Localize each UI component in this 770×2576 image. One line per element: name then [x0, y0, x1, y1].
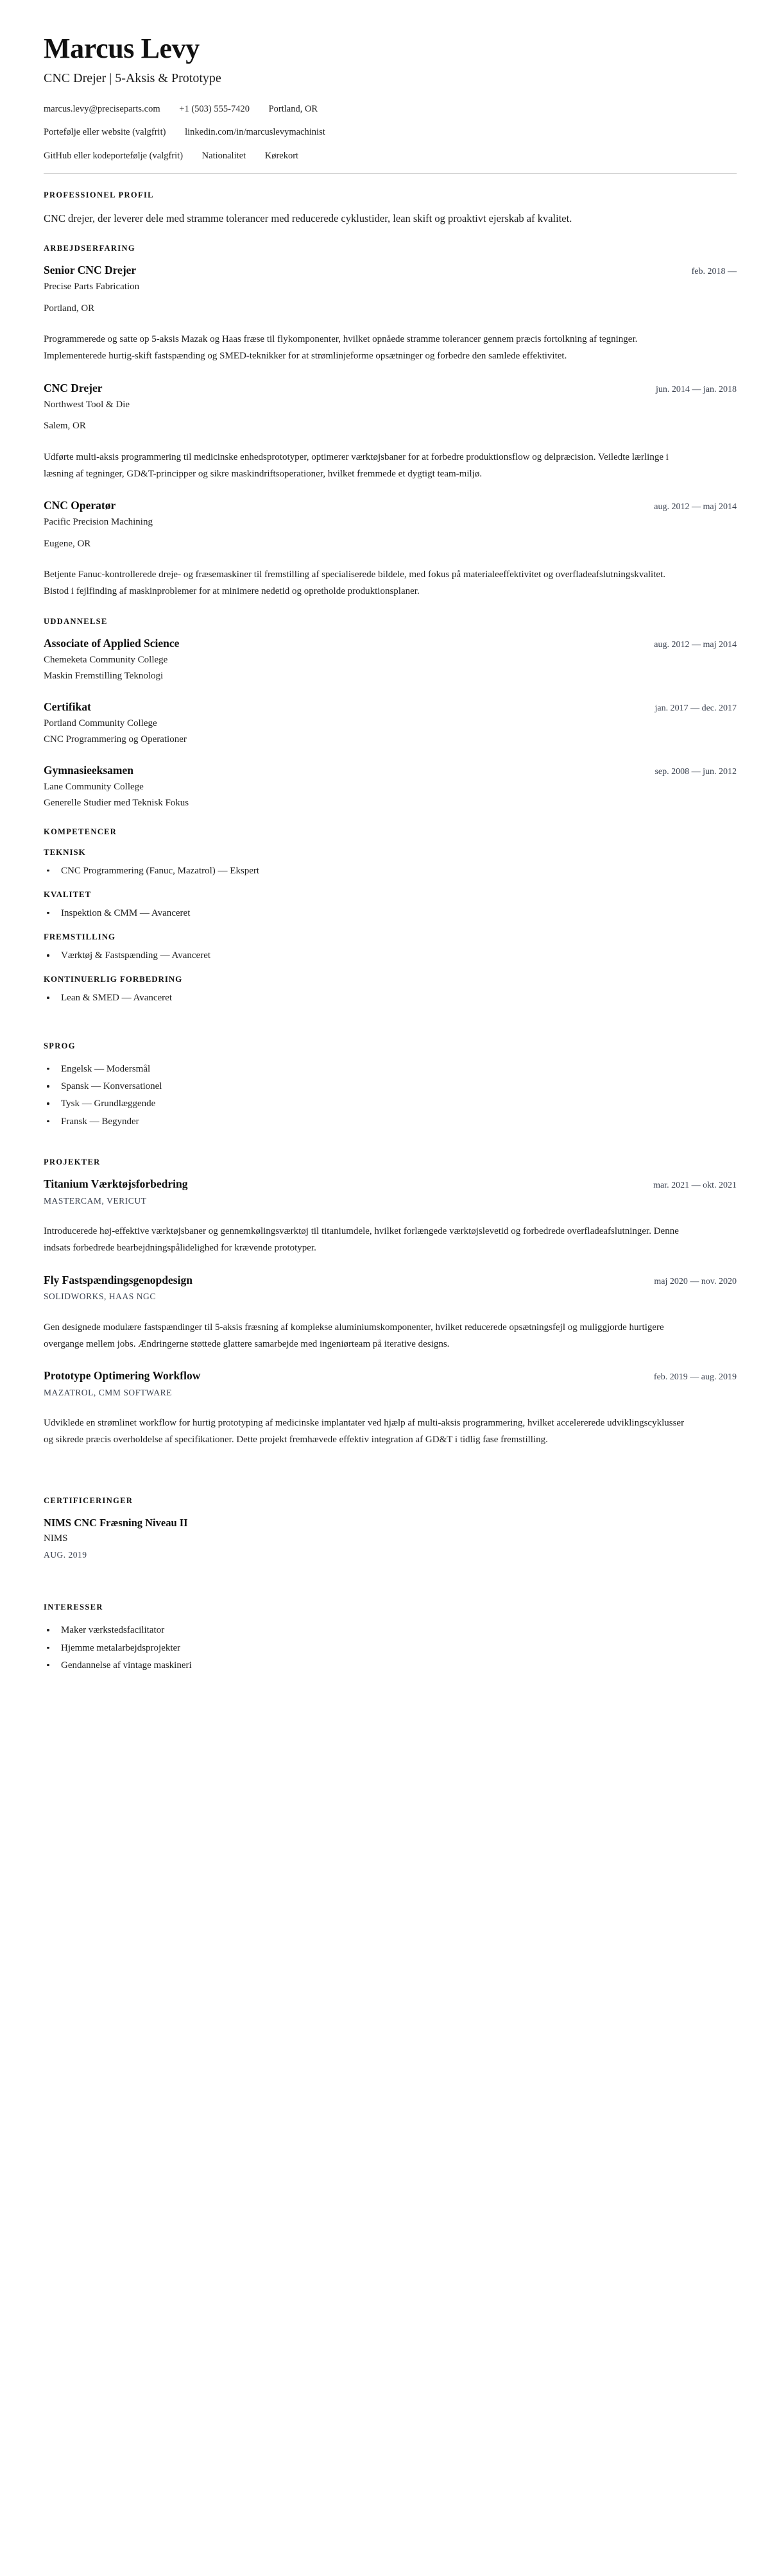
project-description: Introducerede høj-effektive værktøjsbaner og gennemkølingsværktøj til titaniumdele, hvilket forlængede værktøjslevetid og forbedrede overfladeafslutninger. Denne indsats forbedrede bearbejdningspålidelighed for krævende prototyper. — [44, 1226, 679, 1253]
interest-item: Gendannelse af vintage maskineri — [44, 1658, 737, 1673]
education-date-range: aug. 2012 — maj 2014 — [654, 639, 737, 650]
language-item: Spansk — Konversationel — [44, 1079, 737, 1094]
education-degree: Associate of Applied Science — [44, 636, 180, 650]
project-name: Titanium Værktøjsforbedring — [44, 1177, 188, 1190]
education-school: Lane Community College — [44, 781, 144, 792]
experience-entry-header — [44, 499, 737, 513]
experience-date-range: feb. 2018 — — [691, 267, 737, 277]
interest-item: Maker værkstedsfacilitator — [44, 1622, 737, 1638]
skill-item: Værktøj & Fastspænding — Avanceret — [44, 948, 737, 963]
section-title-interests: INTERESSER — [44, 1603, 103, 1612]
contact-nationality: Nationalitet — [201, 151, 246, 162]
education-degree: Gymnasieeksamen — [44, 763, 133, 777]
project-date-range: mar. 2021 — okt. 2021 — [653, 1180, 737, 1190]
project-name: Prototype Optimering Workflow — [44, 1369, 201, 1383]
experience-job-title: Senior CNC Drejer — [44, 264, 137, 277]
project-entry — [44, 1369, 737, 1449]
skill-list — [44, 948, 737, 963]
candidate-name: Marcus Levy — [44, 33, 200, 64]
language-item: Engelsk — Modersmål — [44, 1061, 737, 1077]
project-tech: MAZATROL, CMM SOFTWARE — [44, 1388, 172, 1398]
experience-entry-header — [44, 382, 737, 396]
skill-group-teknisk — [44, 847, 737, 879]
project-description: Gen designede modulære fastspændinger til 5-aksis fræsning af komplekse aluminiumskomponenter, hvilket reducerede opsætningsfejl og muliggjorde hurtigere overgange mellem jobs. Ændringerne støttede glattere samarbejde med ingeniørteam på iterative designs. — [44, 1322, 664, 1349]
section-education — [44, 617, 737, 811]
skill-group-title: FREMSTILLING — [44, 932, 116, 942]
skill-item: CNC Programmering (Fanuc, Mazatrol) — Ekspert — [44, 863, 737, 879]
project-tech: MASTERCAM, VERICUT — [44, 1195, 147, 1206]
skill-group-title: KVALITET — [44, 889, 92, 899]
contact-linkedin[interactable]: linkedin.com/in/marcuslevymachinist — [185, 127, 325, 138]
profile-summary-text: CNC drejer, der leverer dele med stramme tolerancer med reducerede cyklustider, lean skift og proaktivt ejerskab af kvalitet. — [44, 212, 572, 224]
certification-issuer: NIMS — [44, 1533, 68, 1544]
education-entry-header — [44, 764, 737, 778]
resume-content — [44, 33, 737, 1673]
experience-description: Programmerede og satte op 5-aksis Mazak og Haas fræse til flykomponenter, hvilket opnåede stramme tolerancer gennem præcis fortolkning af tegninger. Implementerede hurtig-skift fastspænding og SMED-teknikker for at strømlinjeforme opsætninger og forbedre den samlede effektivitet. — [44, 334, 638, 362]
skill-group-kvalitet — [44, 889, 737, 921]
project-entry — [44, 1274, 737, 1353]
education-school: Chemeketa Community College — [44, 654, 168, 665]
experience-company: Pacific Precision Machining — [44, 517, 153, 528]
experience-company: Precise Parts Fabrication — [44, 282, 140, 292]
section-title-profile: PROFESSIONEL PROFIL — [44, 190, 154, 199]
project-date-range: maj 2020 — nov. 2020 — [654, 1276, 737, 1286]
skill-list — [44, 863, 737, 879]
project-entry-header — [44, 1177, 737, 1191]
interest-list — [44, 1622, 737, 1673]
experience-date-range: jun. 2014 — jan. 2018 — [656, 384, 737, 394]
project-name: Fly Fastspændingsgenopdesign — [44, 1273, 193, 1286]
education-entry — [44, 637, 737, 684]
certification-name: NIMS CNC Fræsning Niveau II — [44, 1517, 188, 1529]
education-date-range: sep. 2008 — jun. 2012 — [654, 766, 737, 777]
project-description: Udviklede en strømlinet workflow for hurtig prototyping af medicinske implantater ved hjælp af multi-aksis programmering, hvilket accelererede udviklingscyklusser og sikrede præcis overholdelse af specifikationer. Dette projekt fremhævede effektiv integration af GD&T i tidlig fase fremstilling. — [44, 1418, 685, 1445]
header-divider — [44, 173, 737, 174]
project-entry — [44, 1177, 737, 1257]
experience-description: Betjente Fanuc-kontrollerede dreje- og fræsemaskiner til fremstilling af specialiserede bildele, med fokus på materialeeffektivitet og overfladeafslutningskvalitet. Bistod i fejlfinding af maskinproblemer for at minimere nedetid og opretholde produktionsplaner. — [44, 569, 665, 597]
education-date-range: jan. 2017 — dec. 2017 — [654, 703, 737, 713]
experience-description: Udførte multi-aksis programmering til medicinske enhedsprototyper, optimerer værktøjsbaner for at forbedre produktionsflow og delpræcision. Veiledte lærlinge i læsning af tegninger, GD&T-principper og sikre maskindriftsoperationer, hvilket fremmede et dygtigt team-miljø. — [44, 451, 669, 479]
project-entry-header — [44, 1369, 737, 1383]
contact-email[interactable]: marcus.levy@preciseparts.com — [44, 103, 160, 114]
section-projects — [44, 1158, 737, 1449]
education-field: CNC Programmering og Operationer — [44, 734, 187, 745]
education-entry — [44, 700, 737, 747]
certification-entry — [44, 1516, 737, 1562]
project-date-range: feb. 2019 — aug. 2019 — [653, 1372, 737, 1383]
contact-line-3 — [44, 149, 737, 164]
experience-location: Salem, OR — [44, 421, 86, 432]
contact-location: Portland, OR — [268, 103, 318, 114]
experience-job-title: CNC Drejer — [44, 381, 103, 394]
skill-list — [44, 990, 737, 1006]
section-title-languages: SPROG — [44, 1041, 76, 1050]
contact-line-1 — [44, 103, 737, 117]
skill-list — [44, 905, 737, 921]
skill-item: Lean & SMED — Avanceret — [44, 990, 737, 1006]
interest-item: Hjemme metalarbejdsprojekter — [44, 1640, 737, 1656]
experience-entry — [44, 382, 737, 482]
skill-group-title: TEKNISK — [44, 846, 86, 857]
section-certifications — [44, 1496, 737, 1562]
section-interests — [44, 1603, 737, 1673]
project-tech: SOLIDWORKS, HAAS NGC — [44, 1292, 156, 1302]
education-entry-header — [44, 637, 737, 651]
section-skills — [44, 827, 737, 1006]
section-languages — [44, 1041, 737, 1129]
skill-group-kontinuerlig-forbedring — [44, 974, 737, 1006]
contact-line-2 — [44, 126, 737, 140]
skill-item: Inspektion & CMM — Avanceret — [44, 905, 737, 921]
education-field: Maskin Fremstilling Teknologi — [44, 671, 164, 682]
contact-driving-license: Kørekort — [264, 151, 299, 162]
candidate-headline: CNC Drejer | 5-Aksis & Prototype — [44, 71, 221, 85]
section-title-experience: ARBEJDSERFARING — [44, 244, 135, 253]
language-item: Tysk — Grundlæggende — [44, 1096, 737, 1111]
resume-header — [44, 33, 737, 174]
project-entry-header — [44, 1274, 737, 1288]
experience-location: Eugene, OR — [44, 538, 91, 549]
skill-group-title: KONTINUERLIG FORBEDRING — [44, 974, 183, 984]
section-title-projects: PROJEKTER — [44, 1157, 101, 1166]
education-entry — [44, 764, 737, 811]
language-list — [44, 1061, 737, 1129]
education-degree: Certifikat — [44, 700, 91, 713]
education-school: Portland Community College — [44, 718, 157, 728]
education-field: Generelle Studier med Teknisk Fokus — [44, 798, 189, 809]
experience-company: Northwest Tool & Die — [44, 399, 130, 410]
skill-group-fremstilling — [44, 932, 737, 963]
certification-date: AUG. 2019 — [44, 1549, 87, 1560]
experience-job-title: CNC Operatør — [44, 499, 116, 512]
contact-phone[interactable]: +1 (503) 555-7420 — [179, 103, 250, 114]
experience-entry — [44, 499, 737, 600]
section-experience — [44, 244, 737, 600]
experience-entry — [44, 264, 737, 364]
section-profile — [44, 190, 737, 228]
contact-website[interactable]: Portefølje eller website (valgfrit) — [44, 127, 166, 138]
experience-entry-header — [44, 264, 737, 278]
language-item: Fransk — Begynder — [44, 1114, 737, 1129]
section-title-education: UDDANNELSE — [44, 616, 108, 626]
section-title-skills: KOMPETENCER — [44, 827, 117, 836]
contact-github[interactable]: GitHub eller kodeportefølje (valgfrit) — [44, 151, 184, 162]
section-title-certifications: CERTIFICERINGER — [44, 1496, 133, 1506]
experience-location: Portland, OR — [44, 303, 95, 314]
experience-date-range: aug. 2012 — maj 2014 — [654, 502, 737, 512]
education-entry-header — [44, 700, 737, 714]
